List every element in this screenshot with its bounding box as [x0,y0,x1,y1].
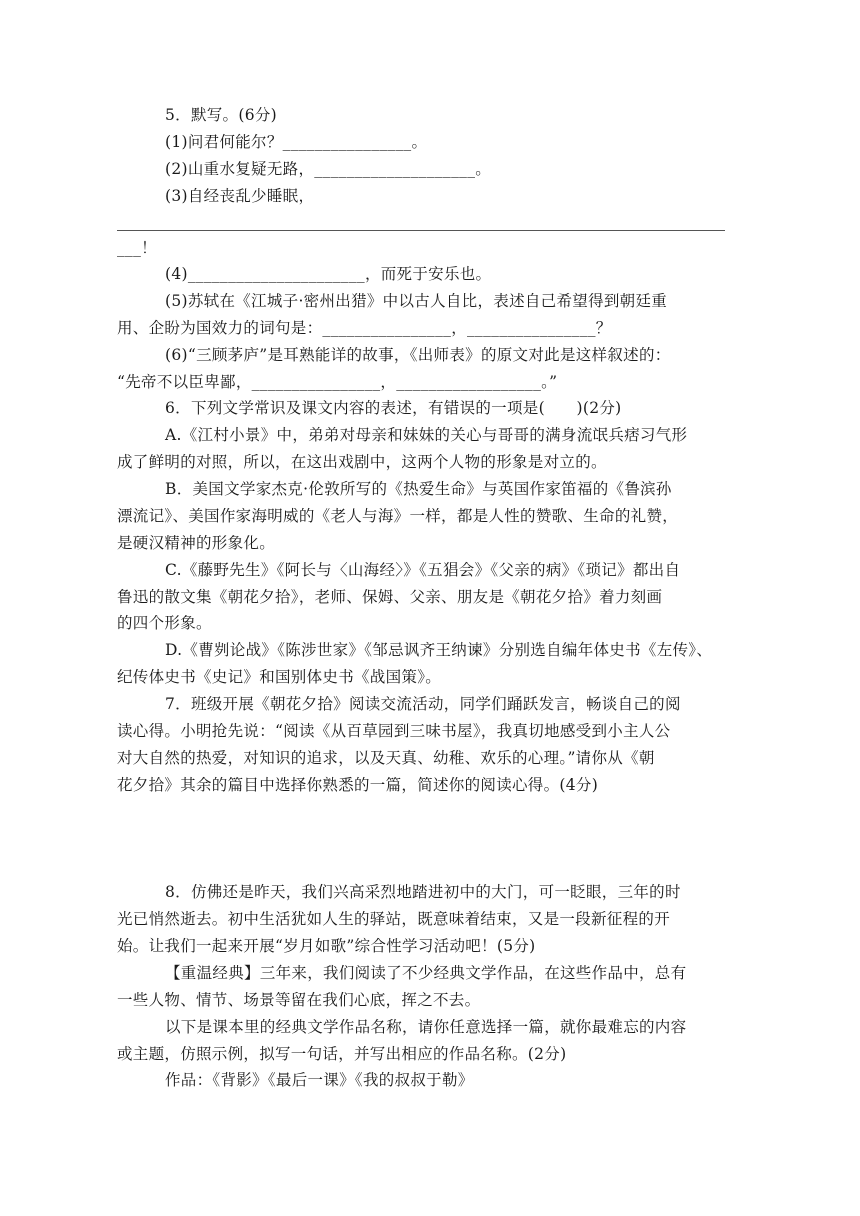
q6-option-b-cont-1: 漂流记》、美国作家海明威的《老人与海》一样，都是人性的赞歌、生命的礼赞， [117,507,679,525]
q6-option-a-cont: 成了鲜明的对照，所以，在这出戏剧中，这两个人物的形象是对立的。 [117,453,607,471]
q5-item-5-cont: 用、企盼为国效力的词句是：________________，________________？ [117,319,612,337]
q6-option-d: D.《曹刿论战》《陈涉世家》《邹忌讽齐王纳谏》分别选自编年体史书《左传》、 [165,641,713,659]
q5-item-6: (6)“三顾茅庐”是耳熟能详的故事，《出师表》的原文对此是这样叙述的： [165,346,671,364]
q8-instruction-cont: 或主题，仿照示例，拟写一句话，并写出相应的作品名称。(2分) [117,1045,567,1063]
question-5-title: 5．默写。(6分) [165,106,278,124]
q7-cont-1: 读心得。小明抢先说：“阅读《从百草园到三味书屋》，我真切地感受到小主人公 [117,722,671,740]
q8-works-list: 作品：《背影》《最后一课》《我的叔叔于勒》 [165,1071,474,1089]
q8-section-classics: 【重温经典】三年来，我们阅读了不少经典文学作品，在这些作品中，总有 [165,964,687,982]
q7-cont-2: 对大自然的热爱，对知识的追求，以及天真、幼稚、欢乐的心理。”请你从《朝 [117,749,655,767]
q8-cont-2: 始。让我们一起来开展“岁月如歌”综合性学习活动吧！(5分) [117,937,536,955]
question-6-title: 6．下列文学常识及课文内容的表述，有错误的一项是( )(2分) [165,399,622,417]
q6-option-b-cont-2: 是硬汉精神的形象化。 [117,534,276,552]
q5-item-1: (1)问君何能尔？________________。 [165,133,428,151]
question-7-title: 7．班级开展《朝花夕拾》阅读交流活动，同学们踊跃发言，畅谈自己的阅 [165,695,681,713]
q8-section-classics-cont: 一些人物、情节、场景等留在我们心底，挥之不去。 [117,991,481,1009]
q6-option-c-cont-1: 鲁迅的散文集《朝花夕拾》，老师、保姆、父亲、朋友是《朝花夕拾》着力刻画 [117,588,663,606]
q6-option-d-cont: 纪传体史书《史记》和国别体史书《战国策》。 [117,668,442,686]
q5-item-3: (3)自经丧乱少睡眠， [165,187,315,205]
q5-item-2: (2)山重水复疑无路，____________________。 [165,160,492,178]
question-8-title: 8．仿佛还是昨天，我们兴高采烈地踏进初中的大门，可一眨眼，三年的时 [165,883,681,901]
q6-option-c: C.《藤野先生》《阿长与〈山海经〉》《五猖会》《父亲的病》《琐记》都出自 [165,561,681,579]
q7-cont-3: 花夕拾》其余的篇目中选择你熟悉的一篇，简述你的阅读心得。(4分) [117,776,599,794]
q5-item-5: (5)苏轼在《江城子·密州出猎》中以古人自比，表述自己希望得到朝廷重 [165,292,668,310]
q6-option-a: A.《江村小景》中，弟弟对母亲和妹妹的关心与哥哥的满身流氓兵痞习气形 [165,426,688,444]
q8-cont-1: 光已悄然逝去。初中生活犹如人生的驿站，既意味着结束，又是一段新征程的开 [117,910,671,928]
q8-instruction: 以下是课本里的经典文学作品名称，请你任意选择一篇，就你最难忘的内容 [165,1018,687,1036]
q6-option-c-cont-2: 的四个形象。 [117,614,212,632]
q5-item-6-cont: “先帝不以臣卑鄙，________________，__________________。” [117,373,558,391]
answer-line [117,230,725,231]
q6-option-b: B．美国文学家杰克·伦敦所写的《热爱生命》与英国作家笛福的《鲁滨孙 [165,480,672,498]
q5-item-4: (4)______________________，而死于安乐也。 [165,265,492,283]
q5-item-3-end: ___！ [117,239,157,257]
